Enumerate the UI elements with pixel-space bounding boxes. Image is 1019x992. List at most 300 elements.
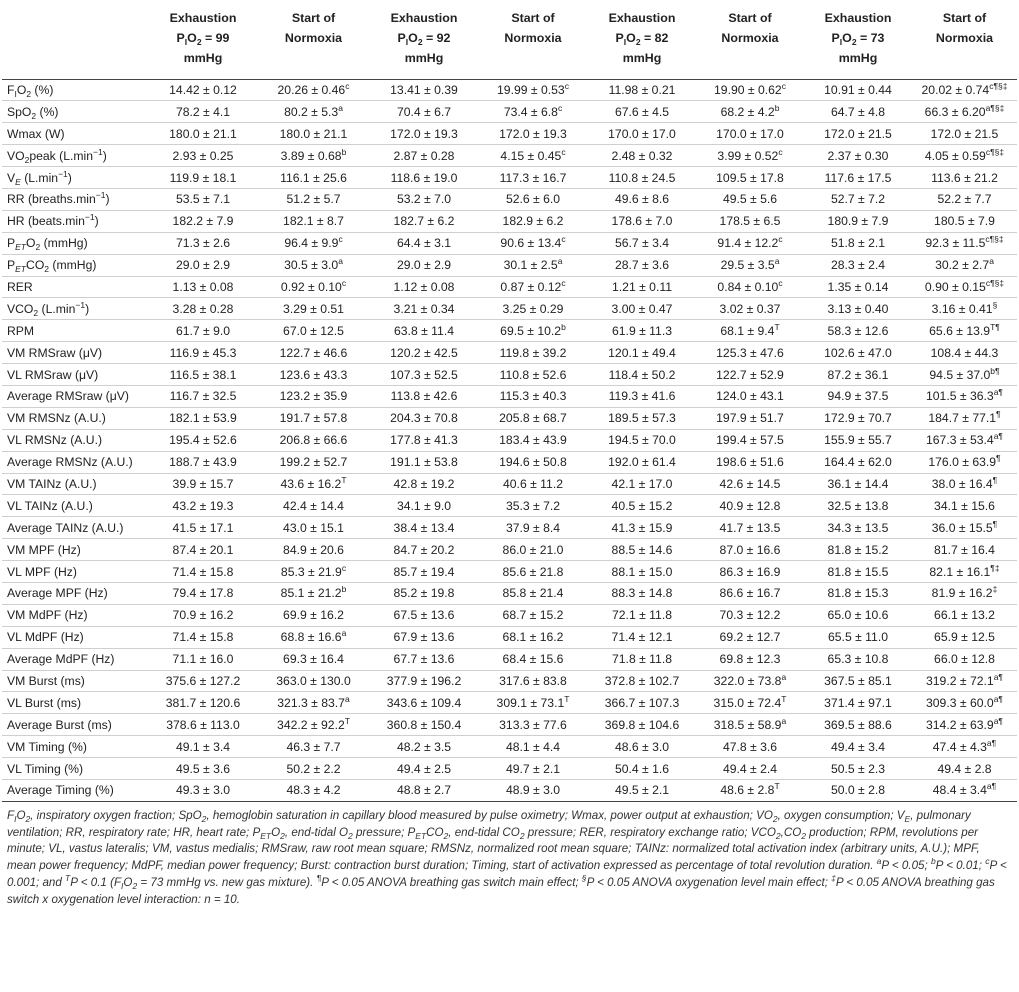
value-cell — [588, 582, 696, 604]
significance-mark: c — [338, 234, 343, 245]
value-cell — [149, 188, 257, 210]
significance-mark: c¶§‡ — [985, 277, 1005, 288]
text-run: P — [7, 236, 16, 251]
value-cell — [696, 561, 804, 583]
value-cell — [588, 101, 696, 123]
header-text: P — [397, 31, 406, 45]
value-cell — [912, 714, 1017, 736]
cell-value: 47.8 ± 3.6 — [722, 739, 778, 754]
cell-value: 65.3 ± 10.8 — [827, 652, 889, 667]
significance-mark: T — [774, 321, 780, 332]
value-cell — [804, 298, 912, 320]
cell-value: 64.7 ± 4.8 — [830, 104, 886, 119]
value-cell — [478, 298, 588, 320]
cell-value: 3.28 ± 0.28 — [172, 301, 234, 316]
cell-value: 51.8 ± 2.1 — [830, 236, 886, 251]
value-cell — [696, 517, 804, 539]
value-cell — [257, 385, 370, 407]
cell-value: 41.3 ± 15.9 — [611, 520, 673, 535]
header-line: Normoxia — [504, 31, 562, 45]
value-cell — [370, 692, 478, 714]
table-row — [2, 407, 1017, 429]
value-cell — [370, 320, 478, 342]
text-run: VO — [7, 148, 25, 163]
table-row — [2, 539, 1017, 561]
value-cell — [149, 364, 257, 386]
value-cell — [588, 473, 696, 495]
value-cell — [370, 79, 478, 101]
text-run: O — [16, 82, 27, 97]
value-cell — [478, 495, 588, 517]
cell-value: 182.1 ± 53.9 — [169, 411, 237, 426]
cell-value: 123.2 ± 35.9 — [279, 389, 348, 404]
cell-value: 48.1 ± 4.4 — [505, 739, 561, 754]
subscript: 2 — [201, 813, 207, 824]
cell-value: 67.7 ± 13.6 — [393, 652, 455, 667]
subscript: 2 — [132, 881, 138, 892]
text-run: P — [7, 258, 16, 273]
significance-mark: T — [774, 781, 780, 792]
subscript: 2 — [280, 830, 285, 841]
text-run: production; RPM, revolutions per minute; VL, vastus lateralis; VM, vastus medialis; RMSraw, raw root mean square; RMSNz, normalized root mean square; TAINz: normalized total activation index (arbitrary units, A.U.); MPF, mean power frequency; MdPF, median power frequency; Burst: contraction burst duration; Timing, start of activation expressed as percentage of total revolution duration. — [7, 825, 980, 873]
cell-value: 2.37 ± 0.30 — [827, 148, 889, 163]
header-text: O — [408, 31, 418, 45]
cell-value: 172.0 ± 21.5 — [824, 126, 892, 141]
cell-value: 1.13 ± 0.08 — [172, 279, 234, 294]
value-cell — [696, 123, 804, 145]
header-sub: I — [839, 37, 843, 47]
subscript: 2 — [25, 813, 31, 824]
cell-value: 120.2 ± 42.5 — [390, 345, 458, 360]
cell-value: 84.7 ± 20.2 — [393, 542, 455, 557]
table-row — [2, 79, 1017, 101]
header-text: O — [187, 31, 197, 45]
value-cell — [804, 561, 912, 583]
value-cell — [370, 342, 478, 364]
cell-value: 371.4 ± 97.1 — [824, 695, 892, 710]
value-cell — [804, 79, 912, 101]
header-line: mmHg — [838, 51, 878, 65]
table-row — [2, 692, 1017, 714]
value-cell — [912, 780, 1017, 802]
header-line: Exhaustion — [608, 11, 676, 25]
cell-value: 67.9 ± 13.6 — [393, 630, 455, 645]
value-cell — [257, 736, 370, 758]
cell-value: 66.1 ± 13.2 — [934, 608, 995, 623]
value-cell — [588, 736, 696, 758]
subscript: E — [904, 813, 911, 824]
cell-value: 118.6 ± 19.0 — [390, 170, 458, 185]
value-cell — [696, 232, 804, 254]
text-run: VL Burst (ms) — [7, 695, 82, 710]
cell-value: 0.90 ± 0.15 — [924, 279, 986, 294]
value-cell — [912, 298, 1017, 320]
cell-value: 43.6 ± 16.2 — [280, 476, 342, 491]
text-run: VL MPF (Hz) — [7, 564, 77, 579]
cell-value: 0.84 ± 0.10 — [717, 279, 779, 294]
value-cell — [370, 780, 478, 802]
value-cell — [696, 582, 804, 604]
cell-value: 67.0 ± 12.5 — [283, 323, 344, 338]
significance-mark: a — [338, 256, 343, 267]
value-cell — [370, 758, 478, 780]
cell-value: 49.5 ± 2.1 — [614, 783, 670, 798]
value-cell — [912, 167, 1017, 189]
value-cell — [257, 758, 370, 780]
value-cell — [696, 758, 804, 780]
value-cell — [478, 364, 588, 386]
value-cell — [370, 604, 478, 626]
significance-mark: T — [781, 693, 787, 704]
subscript: I — [121, 881, 124, 892]
value-cell — [370, 714, 478, 736]
header-text: O — [842, 31, 852, 45]
value-cell — [257, 101, 370, 123]
value-cell — [149, 780, 257, 802]
value-cell — [149, 714, 257, 736]
text-run: F — [7, 808, 15, 822]
cell-value: 116.7 ± 32.5 — [169, 389, 237, 404]
text-run: Average TAINz (A.U.) — [7, 520, 124, 535]
value-cell — [804, 342, 912, 364]
value-cell — [257, 342, 370, 364]
cell-value: 343.6 ± 109.4 — [386, 695, 462, 710]
header-cell-7 — [804, 3, 912, 79]
significance-mark: c — [561, 277, 566, 288]
table-row — [2, 582, 1017, 604]
cell-value: 29.5 ± 3.5 — [720, 258, 775, 273]
header-text: P — [615, 31, 624, 45]
value-cell — [912, 364, 1017, 386]
cell-value: 314.2 ± 63.9 — [926, 717, 994, 732]
value-cell — [478, 539, 588, 561]
table-row — [2, 429, 1017, 451]
value-cell — [588, 254, 696, 276]
cell-value: 70.3 ± 12.2 — [719, 608, 781, 623]
row-label — [2, 145, 149, 167]
cell-value: 205.8 ± 68.7 — [499, 411, 567, 426]
cell-value: 170.0 ± 17.0 — [608, 126, 676, 141]
value-cell — [804, 145, 912, 167]
cell-value: 94.5 ± 37.0 — [929, 367, 991, 382]
value-cell — [257, 167, 370, 189]
value-cell — [588, 604, 696, 626]
cell-value: 73.4 ± 6.8 — [503, 104, 558, 119]
cell-value: 2.87 ± 0.28 — [393, 148, 455, 163]
value-cell — [804, 276, 912, 298]
significance-mark: ‡ — [992, 584, 998, 595]
cell-value: 40.5 ± 15.2 — [611, 498, 673, 513]
cell-value: 69.5 ± 10.2 — [500, 323, 562, 338]
row-label — [2, 79, 149, 101]
text-run: VM Burst (ms) — [7, 673, 85, 688]
cell-value: 122.7 ± 52.9 — [716, 367, 784, 382]
text-run: O — [16, 808, 26, 822]
value-cell — [588, 79, 696, 101]
cell-value: 2.48 ± 0.32 — [611, 148, 673, 163]
header-sub: I — [623, 37, 627, 47]
cell-value: 3.21 ± 0.34 — [393, 301, 455, 316]
text-run: VM TAINz (A.U.) — [7, 476, 97, 491]
cell-value: 0.92 ± 0.10 — [280, 279, 342, 294]
cell-value: 369.5 ± 88.6 — [824, 717, 892, 732]
value-cell — [912, 429, 1017, 451]
value-cell — [257, 517, 370, 539]
superscript: § — [581, 873, 587, 884]
text-run: V — [7, 170, 16, 185]
value-cell — [478, 210, 588, 232]
text-run: VL RMSraw (μV) — [7, 367, 99, 382]
row-label — [2, 517, 149, 539]
cell-value: 43.0 ± 15.1 — [283, 520, 344, 535]
value-cell — [370, 561, 478, 583]
significance-mark: § — [992, 299, 998, 310]
header-sub: 2 — [417, 37, 423, 47]
cell-value: 191.1 ± 53.8 — [390, 455, 458, 470]
cell-value: 182.1 ± 8.7 — [283, 214, 344, 229]
value-cell — [912, 495, 1017, 517]
value-cell — [370, 670, 478, 692]
value-cell — [588, 320, 696, 342]
subscript: I — [14, 813, 17, 824]
cell-value: 94.9 ± 37.5 — [827, 389, 889, 404]
subscript: 2 — [348, 830, 353, 841]
value-cell — [478, 451, 588, 473]
cell-value: 192.0 ± 61.4 — [608, 455, 676, 470]
subscript-italic: ET — [15, 264, 27, 275]
text-run: pressure; RER, respiratory exchange ratio; VCO — [524, 825, 776, 839]
row-label — [2, 451, 149, 473]
cell-value: 85.6 ± 21.8 — [502, 564, 564, 579]
cell-value: 85.7 ± 19.4 — [393, 564, 455, 579]
row-label — [2, 429, 149, 451]
cell-value: 372.8 ± 102.7 — [604, 673, 680, 688]
value-cell — [696, 276, 804, 298]
text-run: peak (L.min — [29, 148, 94, 163]
text-run: (%) — [36, 104, 59, 119]
text-run: HR (beats.min — [7, 214, 85, 229]
text-run: RR (breaths.min — [7, 192, 96, 207]
value-cell — [912, 473, 1017, 495]
row-label — [2, 648, 149, 670]
text-run: , oxygen consumption; V — [777, 808, 905, 822]
table-row — [2, 758, 1017, 780]
row-label — [2, 210, 149, 232]
cell-value: 124.0 ± 43.1 — [716, 389, 784, 404]
header-corner — [2, 3, 149, 79]
value-cell — [696, 451, 804, 473]
cell-value: 120.1 ± 49.4 — [608, 345, 676, 360]
cell-value: 49.4 ± 2.8 — [937, 761, 992, 776]
cell-value: 81.7 ± 16.4 — [934, 542, 995, 557]
cell-value: 41.7 ± 13.5 — [719, 520, 781, 535]
cell-value: 189.5 ± 57.3 — [608, 411, 676, 426]
cell-value: 369.8 ± 104.6 — [604, 717, 680, 732]
text-run: pressure; P — [352, 825, 416, 839]
value-cell — [370, 495, 478, 517]
significance-mark: ¶‡ — [990, 562, 1000, 573]
cell-value: 342.2 ± 92.2 — [277, 717, 345, 732]
value-cell — [370, 145, 478, 167]
value-cell — [696, 342, 804, 364]
value-cell — [588, 364, 696, 386]
row-label — [2, 670, 149, 692]
cell-value: 117.3 ± 16.7 — [499, 170, 567, 185]
value-cell — [478, 79, 588, 101]
value-cell — [257, 79, 370, 101]
superscript: ‡ — [831, 873, 836, 884]
cell-value: 180.0 ± 21.1 — [169, 126, 237, 141]
header-sub: I — [405, 37, 409, 47]
cell-value: 197.9 ± 51.7 — [716, 411, 784, 426]
cell-value: 41.5 ± 17.1 — [172, 520, 234, 535]
cell-value: 88.3 ± 14.8 — [611, 586, 673, 601]
value-cell — [370, 210, 478, 232]
significance-mark: a — [774, 256, 780, 267]
cell-value: 1.21 ± 0.11 — [612, 279, 672, 294]
value-cell — [149, 210, 257, 232]
cell-value: 119.8 ± 39.2 — [499, 345, 567, 360]
value-cell — [370, 101, 478, 123]
value-cell — [149, 670, 257, 692]
significance-mark: b — [561, 321, 566, 332]
cell-value: 51.2 ± 5.7 — [286, 192, 341, 207]
value-cell — [257, 451, 370, 473]
value-cell — [370, 407, 478, 429]
row-label — [2, 320, 149, 342]
header-line: Start of — [291, 11, 336, 25]
cell-value: 315.0 ± 72.4 — [713, 695, 782, 710]
cell-value: 91.4 ± 12.2 — [717, 236, 779, 251]
value-cell — [804, 451, 912, 473]
significance-mark: a — [344, 693, 350, 704]
cell-value: 194.5 ± 70.0 — [608, 433, 676, 448]
value-cell — [257, 780, 370, 802]
value-cell — [478, 473, 588, 495]
value-cell — [912, 254, 1017, 276]
value-cell — [804, 670, 912, 692]
significance-mark: a — [781, 715, 787, 726]
value-cell — [588, 429, 696, 451]
value-cell — [370, 539, 478, 561]
value-cell — [588, 232, 696, 254]
cell-value: 109.5 ± 17.8 — [716, 170, 784, 185]
table-row — [2, 604, 1017, 626]
cell-value: 49.4 ± 2.4 — [722, 761, 778, 776]
cell-value: 49.4 ± 2.5 — [396, 761, 452, 776]
value-cell — [696, 254, 804, 276]
cell-value: 28.7 ± 3.6 — [614, 258, 670, 273]
value-cell — [804, 582, 912, 604]
subscript: ET — [260, 830, 272, 841]
cell-value: 70.4 ± 6.7 — [396, 104, 452, 119]
significance-mark: a¶ — [993, 431, 1003, 442]
value-cell — [370, 736, 478, 758]
value-cell — [912, 123, 1017, 145]
value-cell — [912, 101, 1017, 123]
significance-mark: ¶ — [992, 518, 998, 529]
cell-value: 40.9 ± 12.8 — [719, 498, 781, 513]
header-line: Normoxia — [284, 31, 343, 45]
significance-mark: ¶ — [996, 453, 1001, 464]
row-label — [2, 188, 149, 210]
cell-value: 67.5 ± 13.6 — [393, 608, 455, 623]
text-run: ) — [102, 148, 107, 163]
cell-value: 61.7 ± 9.0 — [175, 323, 231, 338]
value-cell — [804, 429, 912, 451]
header-sub: 2 — [196, 37, 202, 47]
table-row — [2, 385, 1017, 407]
significance-mark: c — [561, 234, 566, 245]
text-run: P < 0.05 ANOVA oxygenation level main effect; — [586, 876, 832, 890]
value-cell — [257, 320, 370, 342]
subscript: 2 — [33, 307, 39, 318]
cell-value: 183.4 ± 43.9 — [499, 433, 567, 448]
significance-mark: a — [338, 102, 343, 113]
cell-value: 204.3 ± 70.8 — [390, 411, 458, 426]
cell-value: 85.1 ± 21.2 — [280, 586, 342, 601]
row-label — [2, 582, 149, 604]
cell-value: 42.6 ± 14.5 — [719, 476, 781, 491]
value-cell — [804, 692, 912, 714]
significance-mark: c — [778, 234, 783, 245]
cell-value: 40.6 ± 11.2 — [503, 476, 563, 491]
cell-value: 309.3 ± 60.0 — [926, 695, 994, 710]
cell-value: 68.1 ± 9.4 — [720, 323, 775, 338]
value-cell — [588, 385, 696, 407]
value-cell — [804, 101, 912, 123]
cell-value: 319.2 ± 72.1 — [926, 673, 994, 688]
row-label — [2, 473, 149, 495]
cell-value: 378.6 ± 113.0 — [166, 717, 240, 732]
significance-mark: c — [341, 562, 347, 573]
value-cell — [149, 539, 257, 561]
cell-value: 69.2 ± 12.7 — [719, 630, 781, 645]
value-cell — [149, 342, 257, 364]
cell-value: 125.3 ± 47.6 — [716, 345, 784, 360]
cell-value: 65.9 ± 12.5 — [934, 630, 995, 645]
text-run: RPM — [7, 323, 35, 338]
value-cell — [370, 429, 478, 451]
cell-value: 30.5 ± 3.0 — [284, 258, 339, 273]
cell-value: 86.0 ± 21.0 — [502, 542, 564, 557]
subscript: 2 — [775, 830, 781, 841]
cell-value: 182.9 ± 6.2 — [502, 214, 564, 229]
value-cell — [588, 210, 696, 232]
value-cell — [370, 276, 478, 298]
cell-value: 42.1 ± 17.0 — [611, 476, 673, 491]
cell-value: 69.9 ± 16.2 — [283, 608, 344, 623]
row-label — [2, 364, 149, 386]
value-cell — [149, 473, 257, 495]
cell-value: 47.4 ± 4.3 — [932, 739, 987, 754]
value-cell — [804, 473, 912, 495]
header-row — [2, 3, 1017, 79]
cell-value: 177.8 ± 41.3 — [390, 433, 458, 448]
cell-value: 102.6 ± 47.0 — [824, 345, 892, 360]
row-label — [2, 758, 149, 780]
text-run: P < 0.1 (F — [70, 876, 122, 890]
cell-value: 88.1 ± 15.0 — [611, 564, 673, 579]
cell-value: 46.3 ± 7.7 — [286, 739, 341, 754]
significance-mark: a¶ — [986, 781, 997, 792]
text-run: (%) — [31, 82, 54, 97]
header-line: Exhaustion — [169, 11, 237, 25]
header-line: Start of — [728, 11, 772, 25]
significance-mark: c — [778, 277, 783, 288]
cell-value: 180.0 ± 21.1 — [279, 126, 348, 141]
row-label — [2, 123, 149, 145]
